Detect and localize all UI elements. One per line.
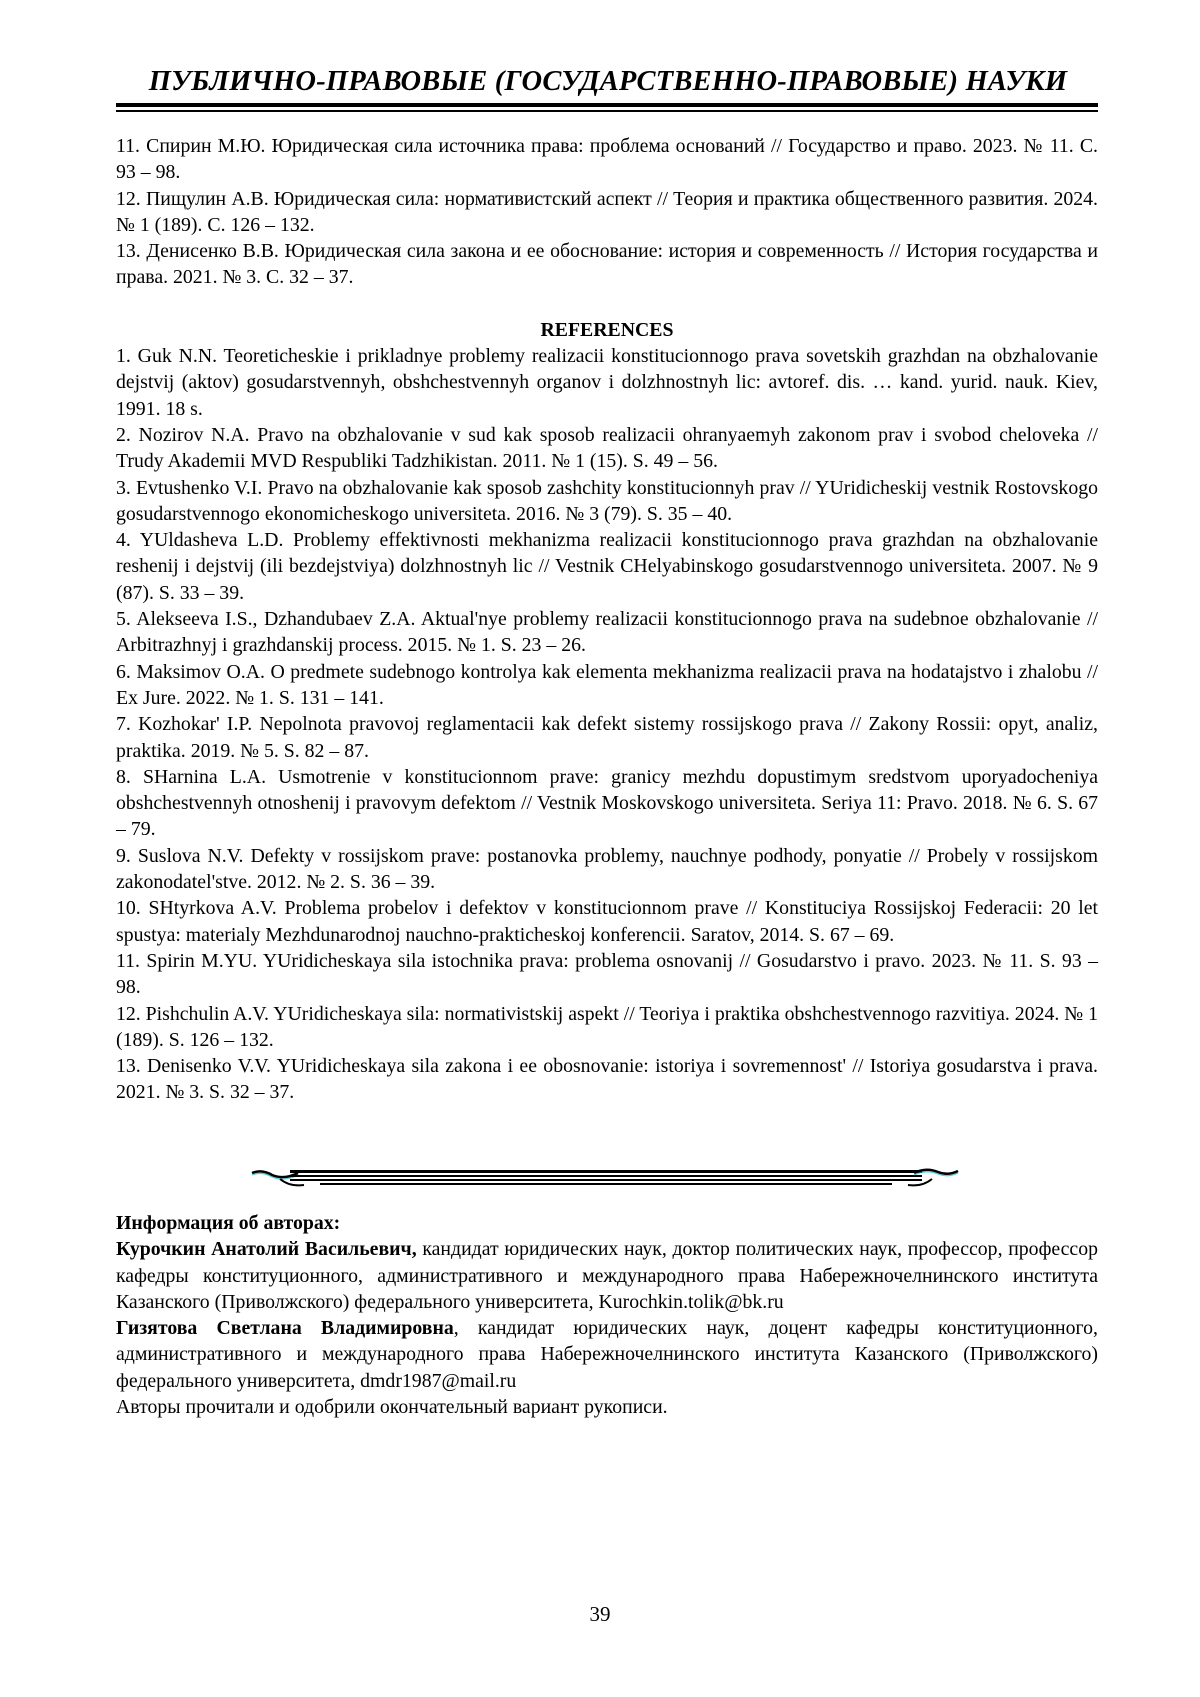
- reference-item: 11. Spirin M.YU. YUridicheskaya sila istochnika prava: problema osnovanij // Gosudarstvo i pravo. 2023. № 11. S. 93 – 98.: [116, 948, 1098, 1001]
- reference-item: 12. Pishchulin A.V. YUridicheskaya sila: normativistskij aspekt // Teoriya i praktika obshchestvennogo razvitiya. 2024. № 1 (189). S. 126 – 132.: [116, 1001, 1098, 1054]
- reference-item: 4. YUldasheva L.D. Problemy effektivnosti mekhanizma realizacii konstitucionnogo prava grazhdan na obzhalovanie reshenij i dejstvij (ili bezdejstviya) dolzhnostnyh lic // Vestnik CHelyabinskogo gosudarstvennogo universiteta. 2007. № 9 (87). S. 33 – 39.: [116, 527, 1098, 606]
- reference-item: 8. SHarnina L.A. Usmotrenie v konstitucionnom prave: granicy mezhdu dopustimym sredstvom uporyadocheniya obshchestvennyh otnoshenij i pravovym defektom // Vestnik Moskovskogo universiteta. Seriya 11: Pravo. 2018. № 6. S. 67 – 79.: [116, 764, 1098, 843]
- header-rule-thin: [116, 110, 1098, 112]
- russian-reference-item: 12. Пищулин А.В. Юридическая сила: нормативистский аспект // Теория и практика общественного развития. 2024. № 1 (189). С. 126 – 132.: [116, 186, 1098, 239]
- reference-item: 7. Kozhokar' I.P. Nepolnota pravovoj reglamentacii kak defekt sistemy rossijskogo prava // Zakony Rossii: opyt, analiz, praktika. 2019. № 5. S. 82 – 87.: [116, 711, 1098, 764]
- references-heading: REFERENCES: [116, 317, 1098, 343]
- russian-reference-item: 13. Денисенко В.В. Юридическая сила закона и ее обоснование: история и современность // История государства и права. 2021. № 3. С. 32 – 37.: [116, 238, 1098, 291]
- author-name: Курочкин Анатолий Васильевич,: [116, 1238, 417, 1260]
- running-header: ПУБЛИЧНО-ПРАВОВЫЕ (ГОСУДАРСТВЕННО-ПРАВОВЫЕ) НАУКИ: [118, 66, 1098, 98]
- author-information: [116, 1210, 1098, 1420]
- authors-heading: Информация об авторах:: [116, 1212, 340, 1234]
- section-divider-ornament: [250, 1163, 962, 1189]
- reference-item: 1. Guk N.N. Teoreticheskie i prikladnye problemy realizacii konstitucionnogo prava sovetskih grazhdan na obzhalovanie dejstvij (aktov) gosudarstvennyh, obshchestvennyh organov i dolzhnostnyh lic: avtoref. dis. … kand. yurid. nauk. Kiev, 1991. 18 s.: [116, 343, 1098, 422]
- author-details: кандидат юридических наук, доктор политических наук, профессор, профессор кафедры конституционного, административного и международного права Набережночелнинского института Казанского (Приволжского) федерального университета, Kurochkin.tolik@bk.ru: [116, 1238, 1098, 1313]
- author-entry: [116, 1315, 1098, 1394]
- author-name: Гизятова Светлана Владимировна: [116, 1317, 454, 1339]
- header-rule-thick: [116, 103, 1098, 107]
- russian-reference-item: 11. Спирин М.Ю. Юридическая сила источника права: проблема оснований // Государство и право. 2023. № 11. С. 93 – 98.: [116, 133, 1098, 186]
- reference-item: 5. Alekseeva I.S., Dzhandubaev Z.A. Aktual'nye problemy realizacii konstitucionnogo prava na sudebnoe obzhalovanie // Arbitrazhnyj i grazhdanskij process. 2015. № 1. S. 23 – 26.: [116, 606, 1098, 659]
- reference-item: 10. SHtyrkova A.V. Problema probelov i defektov v konstitucionnom prave // Konstituciya Rossijskoj Federacii: 20 let spustya: materialy Mezhdunarodnoj nauchno-prakticheskoj konferencii. Saratov, 2014. S. 67 – 69.: [116, 895, 1098, 948]
- reference-item: 2. Nozirov N.A. Pravo na obzhalovanie v sud kak sposob realizacii ohranyaemyh zakonom prav i svobod cheloveka // Trudy Akademii MVD Respubliki Tadzhikistan. 2011. № 1 (15). S. 49 – 56.: [116, 422, 1098, 475]
- reference-item: 6. Maksimov O.A. O predmete sudebnogo kontrolya kak elementa mekhanizma realizacii prava na hodatajstvo i zhalobu // Ex Jure. 2022. № 1. S. 131 – 141.: [116, 659, 1098, 712]
- author-details: , кандидат юридических наук, доцент кафедры конституционного, административного и международного права Набережночелнинского института Казанского (Приволжского) федерального университета, dmdr1987@mail.ru: [116, 1317, 1098, 1392]
- spacer: [116, 291, 1098, 317]
- reference-item: 9. Suslova N.V. Defekty v rossijskom prave: postanovka problemy, nauchnye podhody, ponyatie // Probely v rossijskom zakonodatel'stve. 2012. № 2. S. 36 – 39.: [116, 843, 1098, 896]
- reference-item: 13. Denisenko V.V. YUridicheskaya sila zakona i ee obosnovanie: istoriya i sovremennost' // Istoriya gosudarstva i prava. 2021. № 3. S. 32 – 37.: [116, 1053, 1098, 1106]
- author-entry: [116, 1236, 1098, 1315]
- journal-page: [0, 0, 1200, 1697]
- body-text: [116, 133, 1098, 1106]
- page-number: 39: [0, 1602, 1200, 1627]
- reference-item: 3. Evtushenko V.I. Pravo na obzhalovanie kak sposob zashchity konstitucionnyh prav // YUridicheskij vestnik Rostovskogo gosudarstvennogo ekonomicheskogo universiteta. 2016. № 3 (79). S. 35 – 40.: [116, 475, 1098, 528]
- approval-statement: Авторы прочитали и одобрили окончательный вариант рукописи.: [116, 1394, 1098, 1420]
